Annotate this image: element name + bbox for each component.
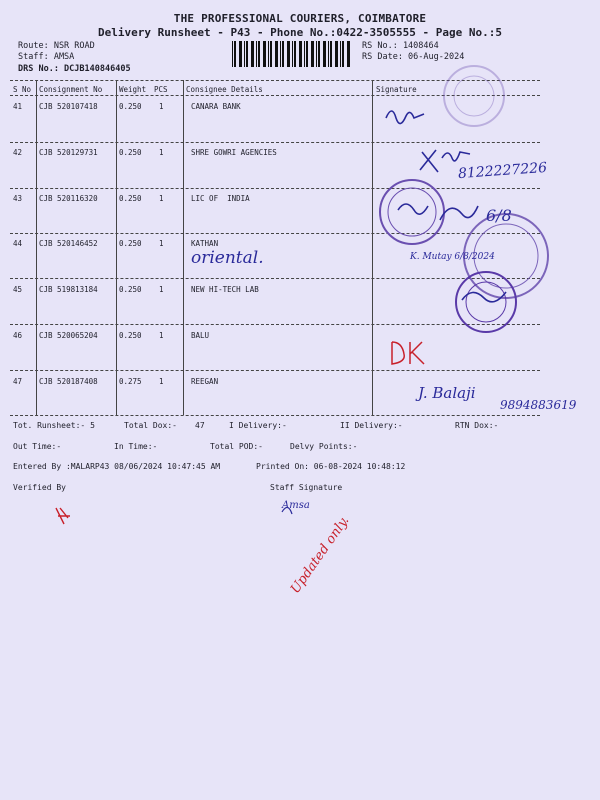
row-divider [10,370,540,371]
verified-by: Verified By [13,483,66,492]
row-divider [10,278,540,279]
row-weight: 0.250 [119,102,142,111]
row-consignee: SHRE GOWRI AGENCIES [191,148,277,157]
row-sno: 41 [13,102,23,111]
handwritten-signature-row47: J. Balaji [418,384,476,402]
staff-signature-label: Staff Signature [270,483,343,492]
red-mark [56,508,70,524]
row-sno: 45 [13,285,23,294]
row-consignee: NEW HI-TECH LAB [191,285,259,294]
row-weight: 0.250 [119,194,142,203]
ii-delivery: II Delivery:- [340,421,403,430]
drs-number: DRS No.: DCJB140846405 [18,64,131,74]
handwritten-note-oriental: oriental. [191,248,264,268]
row-pcs: 1 [159,194,164,203]
rs-date: RS Date: 06-Aug-2024 [362,52,465,62]
handwritten-date-row43: 6/8 [486,206,512,225]
row-weight: 0.275 [119,377,142,386]
column-separator [36,80,37,415]
stamp-lic [380,180,444,244]
row-pcs: 1 [159,377,164,386]
total-dox-label: Total Dox:- [124,421,177,430]
col-header-consignment: Consignment No [39,85,103,94]
row-sno: 43 [13,194,23,203]
row-consignment: CJB 520187408 [39,377,98,386]
row-sno: 47 [13,377,23,386]
total-dox-value: 47 [195,421,205,430]
row-consignment: CJB 520146452 [39,239,98,248]
row-consignee: REEGAN [191,377,219,386]
row-divider [10,188,540,189]
row-consignment: CJB 520116320 [39,194,98,203]
col-header-signature: Signature [376,85,417,94]
rs-number: RS No.: 1408464 [362,41,439,51]
table-bottom-rule [10,415,540,416]
printed-on: Printed On: 06-08-2024 10:48:12 [256,462,406,471]
row-consignee: BALU [191,331,210,340]
column-separator [372,80,373,415]
row-pcs: 1 [159,239,164,248]
total-pod: Total POD:- [210,442,263,451]
staff-label: Staff: AMSA [18,52,75,62]
col-header-weight: Weight [119,85,147,94]
row-divider [10,233,540,234]
company-title: THE PROFESSIONAL COURIERS, COIMBATORE [173,12,427,25]
row-consignment: CJB 520129731 [39,148,98,157]
in-time: In Time:- [114,442,158,451]
tot-runsheet: Tot. Runsheet:- 5 [13,421,95,430]
col-header-sno: S No [13,85,32,94]
row-pcs: 1 [159,148,164,157]
row-consignee: LIC OF INDIA [191,194,250,203]
row-sno: 44 [13,239,23,248]
row-weight: 0.250 [119,148,142,157]
rtn-dox: RTN Dox:- [455,421,499,430]
stamp-row45 [456,272,516,332]
row-pcs: 1 [159,102,164,111]
i-delivery: I Delivery:- [229,421,287,430]
row-sno: 42 [13,148,23,157]
row-divider [10,142,540,143]
row-consignee: KATHAN [191,239,219,248]
faint-stamp [444,66,504,126]
route-label: Route: NSR ROAD [18,41,95,51]
delvy-points: Delvy Points:- [290,442,358,451]
runsheet-subtitle: Delivery Runsheet - P43 - Phone No.:0422-3505555 - Page No.:5 [98,26,502,39]
row-consignment: CJB 520107418 [39,102,98,111]
column-separator [116,80,117,415]
handwritten-signature-row44: K. Mutay 6/8/2024 [410,252,495,262]
signature-row43 [440,206,478,220]
handwritten-phone-row42: 8122227226 [457,159,548,183]
row-weight: 0.250 [119,331,142,340]
row-consignee: CANARA BANK [191,102,241,111]
row-consignment: CJB 519813184 [39,285,98,294]
col-header-pcs: PCS [154,85,168,94]
red-handwritten-note: Updated only. [288,513,353,597]
entered-by: Entered By :MALARP43 08/06/2024 10:47:45 AM [13,462,221,471]
row-sno: 46 [13,331,23,340]
row-weight: 0.250 [119,285,142,294]
row-pcs: 1 [159,331,164,340]
signature-row46 [392,342,424,364]
handwritten-phone-row47: 9894883619 [500,398,577,412]
column-separator [183,80,184,415]
out-time: Out Time:- [13,442,62,451]
signature-row41 [386,111,424,124]
header-bottom-rule [10,95,540,96]
row-consignment: CJB 520065204 [39,331,98,340]
staff-signature-text: Amsa [282,500,310,511]
col-header-consignee: Consignee Details [186,85,263,94]
row-pcs: 1 [159,285,164,294]
table-top-rule [10,80,540,81]
row-weight: 0.250 [119,239,142,248]
row-divider [10,324,540,325]
